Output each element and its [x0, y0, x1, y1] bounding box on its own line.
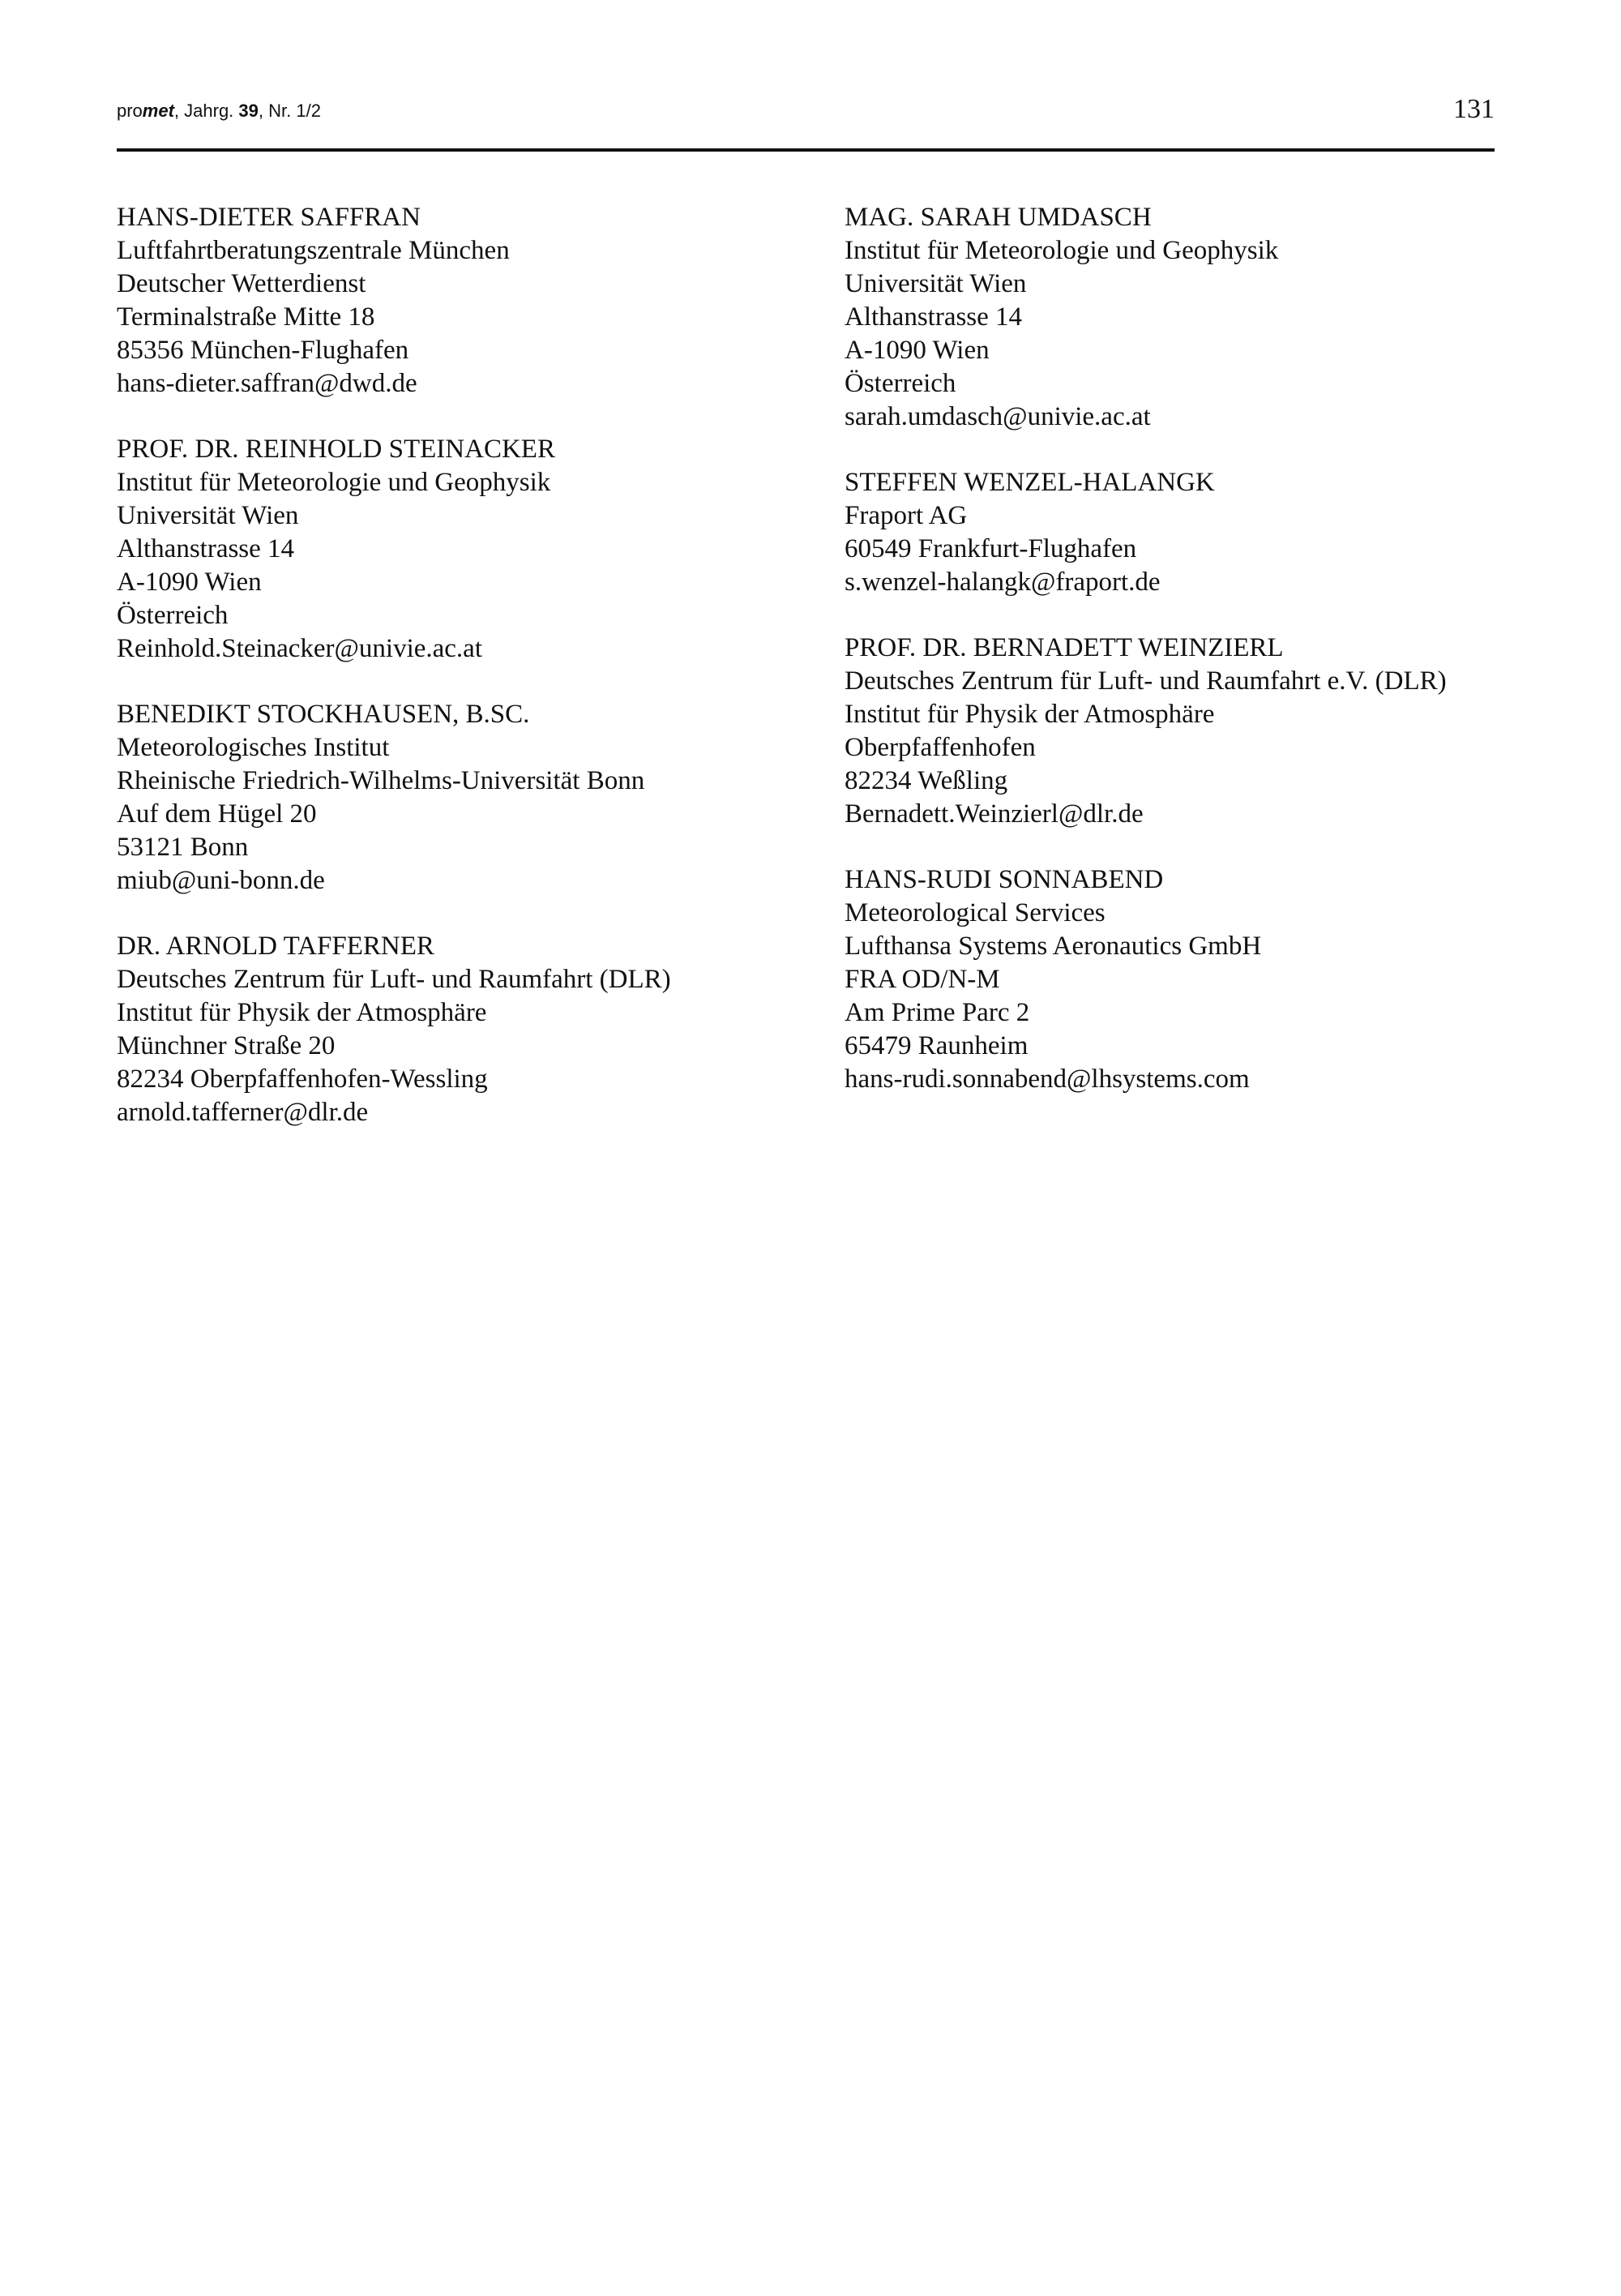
address-line: FRA OD/N-M — [845, 965, 1000, 994]
address-entry-sonnabend — [845, 863, 1558, 1096]
address-line: Auf dem Hügel 20 — [117, 799, 317, 829]
address-line: 82234 Weßling — [845, 766, 1008, 795]
author-name: MAG. SARAH UMDASCH — [845, 203, 1152, 232]
address-line: 60549 Frankfurt-Flughafen — [845, 534, 1137, 563]
journal-met: met — [142, 101, 174, 121]
address-line: Institut für Meteorologie und Geophysik — [117, 468, 551, 497]
address-entry-stockhausen — [117, 698, 830, 897]
address-line: Münchner Straße 20 — [117, 1031, 336, 1060]
address-line: Institut für Meteorologie und Geophysik — [845, 236, 1279, 265]
address-line: Universität Wien — [845, 269, 1027, 298]
address-line: Deutsches Zentrum für Luft- und Raumfahrt e.V. (DLR) — [845, 666, 1447, 696]
journal-volume: 39 — [238, 101, 259, 121]
address-line: A-1090 Wien — [117, 568, 262, 597]
left-column — [117, 201, 830, 1162]
address-entry-weinzierl — [845, 632, 1558, 831]
address-line: Institut für Physik der Atmosphäre — [117, 998, 487, 1027]
address-line: A-1090 Wien — [845, 336, 990, 365]
address-line: Rheinische Friedrich-Wilhelms-Universität Bonn — [117, 766, 645, 795]
address-entry-steinacker — [117, 433, 830, 666]
address-line: 65479 Raunheim — [845, 1031, 1029, 1060]
author-name: PROF. DR. REINHOLD STEINACKER — [117, 435, 555, 464]
header-rule — [117, 148, 1495, 152]
address-line: Meteorologisches Institut — [117, 733, 390, 762]
address-line: Althanstrasse 14 — [845, 302, 1023, 332]
address-entry-saffran — [117, 201, 830, 401]
address-line: Deutscher Wetterdienst — [117, 269, 366, 298]
address-line: Österreich — [117, 601, 229, 630]
address-line: Oberpfaffenhofen — [845, 733, 1036, 762]
address-line: Institut für Physik der Atmosphäre — [845, 700, 1215, 729]
author-name: STEFFEN WENZEL-HALANGK — [845, 468, 1215, 497]
address-line: Althanstrasse 14 — [117, 534, 295, 563]
address-line: Meteorological Services — [845, 898, 1106, 927]
address-line: Am Prime Parc 2 — [845, 998, 1030, 1027]
page-number: 131 — [1453, 94, 1495, 124]
address-line: 85356 München-Flughafen — [117, 336, 409, 365]
email-address: s.wenzel-halangk@fraport.de — [845, 568, 1161, 597]
journal-header — [117, 101, 321, 122]
journal-pro: pro — [117, 101, 143, 121]
address-entry-tafferner — [117, 930, 830, 1129]
address-line: Deutsches Zentrum für Luft- und Raumfahrt (DLR) — [117, 965, 671, 994]
author-name: HANS-RUDI SONNABEND — [845, 865, 1164, 894]
address-line: Österreich — [845, 369, 956, 398]
address-line: 53121 Bonn — [117, 833, 249, 862]
email-address: Bernadett.Weinzierl@dlr.de — [845, 799, 1144, 829]
address-line: Luftfahrtberatungszentrale München — [117, 236, 510, 265]
address-line: Terminalstraße Mitte 18 — [117, 302, 375, 332]
email-address: hans-dieter.saffran@dwd.de — [117, 369, 417, 398]
email-address: Reinhold.Steinacker@univie.ac.at — [117, 634, 482, 663]
email-address: arnold.tafferner@dlr.de — [117, 1098, 369, 1127]
address-entry-umdasch — [845, 201, 1558, 434]
address-line: 82234 Oberpfaffenhofen-Wessling — [117, 1064, 488, 1094]
author-name: HANS-DIETER SAFFRAN — [117, 203, 421, 232]
journal-jahrg: , Jahrg. — [173, 101, 239, 121]
author-name: BENEDIKT STOCKHAUSEN, B.SC. — [117, 700, 530, 729]
address-line: Universität Wien — [117, 501, 299, 530]
address-entry-wenzel-halangk — [845, 466, 1558, 599]
address-line: Lufthansa Systems Aeronautics GmbH — [845, 932, 1262, 961]
right-column — [845, 201, 1558, 1129]
email-address: hans-rudi.sonnabend@lhsystems.com — [845, 1064, 1250, 1094]
email-address: miub@uni-bonn.de — [117, 866, 325, 895]
journal-issue: , Nr. 1/2 — [258, 101, 321, 121]
author-name: DR. ARNOLD TAFFERNER — [117, 932, 434, 961]
address-line: Fraport AG — [845, 501, 968, 530]
email-address: sarah.umdasch@univie.ac.at — [845, 402, 1151, 431]
author-name: PROF. DR. BERNADETT WEINZIERL — [845, 633, 1284, 662]
